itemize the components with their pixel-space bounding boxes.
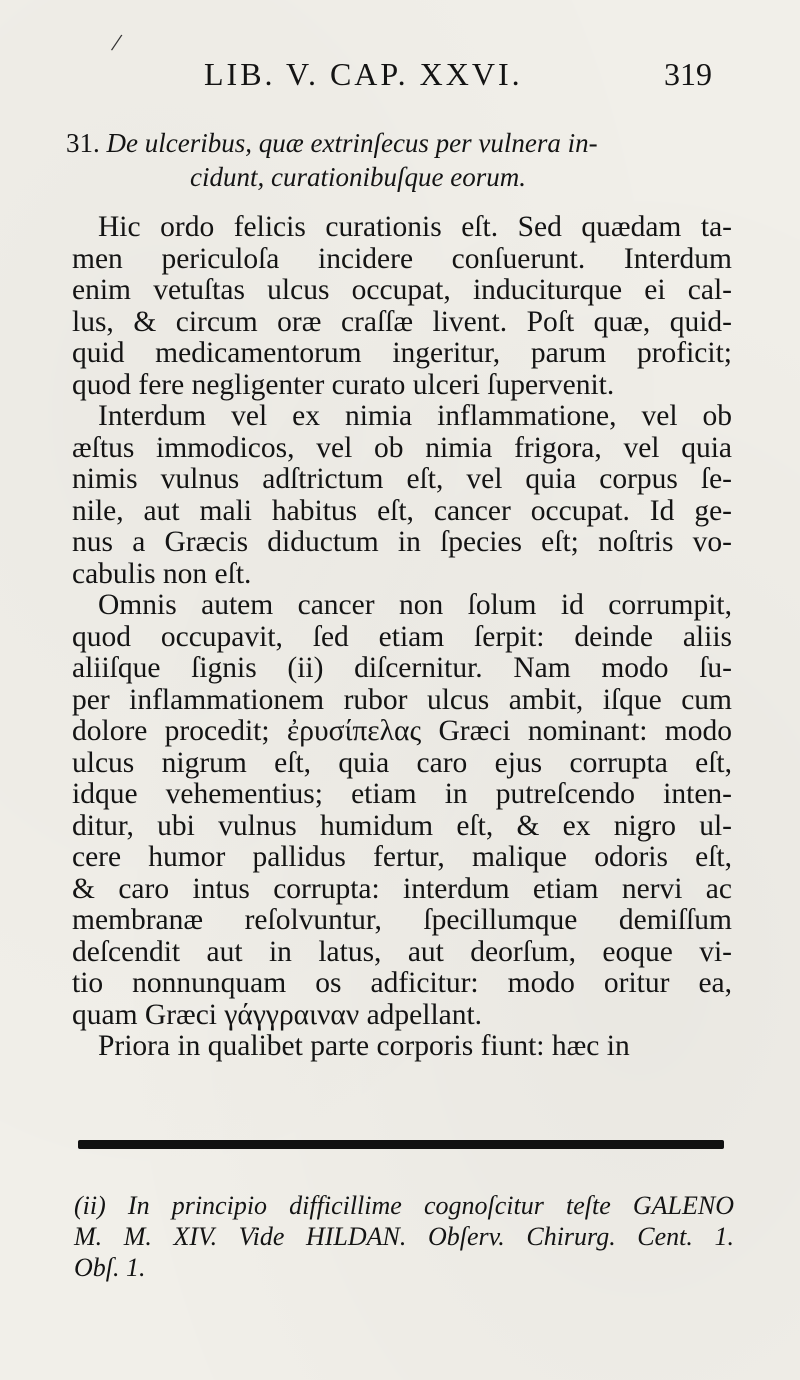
page-header: [0, 54, 800, 104]
body-line: deſcendit aut in latus, aut deorſum, eoque vi-: [72, 935, 732, 968]
body-line: tio nonnunquam os adficitur: modo oritur ea,: [72, 967, 732, 999]
body-line: Omnis autem cancer non ſolum id corrumpit,: [98, 589, 732, 621]
chapter-heading: [66, 126, 726, 194]
body-line: ditur, ubi vulnus humidum eſt, & ex nigro ul-: [72, 809, 732, 842]
body-line: enim vetuſtas ulcus occupat, induciturque ei cal-: [72, 274, 732, 306]
footnote: [74, 1190, 734, 1283]
body-line: & caro intus corrupta: interdum etiam nervi ac: [72, 872, 732, 905]
chapter-number: 31.: [66, 128, 100, 158]
body-line: Interdum vel ex nimia inflammatione, vel ob: [98, 400, 732, 432]
body-line: per inflammationem rubor ulcus ambit, iſque cum: [72, 683, 732, 716]
body-line: nimis vulnus adſtrictum eſt, vel quia corpus ſe-: [72, 463, 732, 495]
body-line: Hic ordo felicis curationis eſt. Sed quædam ta-: [98, 211, 732, 243]
body-text: [72, 212, 732, 1063]
body-line: cabulis non eſt.: [72, 557, 252, 590]
body-line: nile, aut mali habitus eſt, cancer occupat. Id ge-: [72, 494, 732, 527]
body-line: quid medicamentorum ingeritur, parum proficit;: [72, 337, 732, 369]
footnote-line: Obſ. 1.: [74, 1253, 146, 1282]
body-line: dolore procedit; ἐρυσίπελας Græci nominant: modo: [72, 715, 732, 747]
ink-mark: /: [109, 27, 124, 58]
running-head: LIB. V. CAP. XXVI.: [204, 56, 523, 92]
body-line: Priora in qualibet parte corporis fiunt: hæc in: [98, 1030, 630, 1062]
body-line: æſtus immodicos, vel ob nimia frigora, vel quia: [72, 431, 732, 464]
body-line: lus, & circum oræ craſſæ livent. Poſt quæ, quid-: [72, 305, 732, 338]
body-line: quam Græci γάγγραιναν adpellant.: [72, 998, 483, 1031]
body-line: idque vehementius; etiam in putreſcendo inten-: [72, 778, 732, 810]
body-line: nus a Græcis diductum in ſpecies eſt; noſtris vo-: [72, 526, 732, 558]
body-line: ulcus nigrum eſt, quia caro ejus corrupta eſt,: [72, 746, 732, 779]
body-line: men periculoſa incidere conſuerunt. Interdum: [72, 242, 732, 275]
chapter-title-line2: cidunt, curationibuſque eorum.: [190, 162, 526, 192]
footnote-line: (ii) In principio difficillime cognoſcitur teſte GALENO: [74, 1191, 734, 1220]
footnote-divider: [78, 1140, 724, 1149]
body-line: membranæ reſolvuntur, ſpecillumque demiſſum: [72, 904, 732, 936]
chapter-title-line1: De ulceribus, quæ extrinſecus per vulnera in-: [106, 128, 598, 158]
body-line: aliiſque ſignis (ii) diſcernitur. Nam modo ſu-: [72, 652, 732, 684]
body-line: quod fere negligenter curato ulceri ſupervenit.: [72, 368, 615, 401]
body-line: cere humor pallidus fertur, malique odoris eſt,: [72, 841, 732, 873]
page-number: 319: [664, 56, 712, 92]
footnote-line: M. M. XIV. Vide HILDAN. Obſerv. Chirurg. Cent. 1.: [74, 1222, 734, 1251]
body-line: quod occupavit, ſed etiam ſerpit: deinde aliis: [72, 620, 732, 653]
